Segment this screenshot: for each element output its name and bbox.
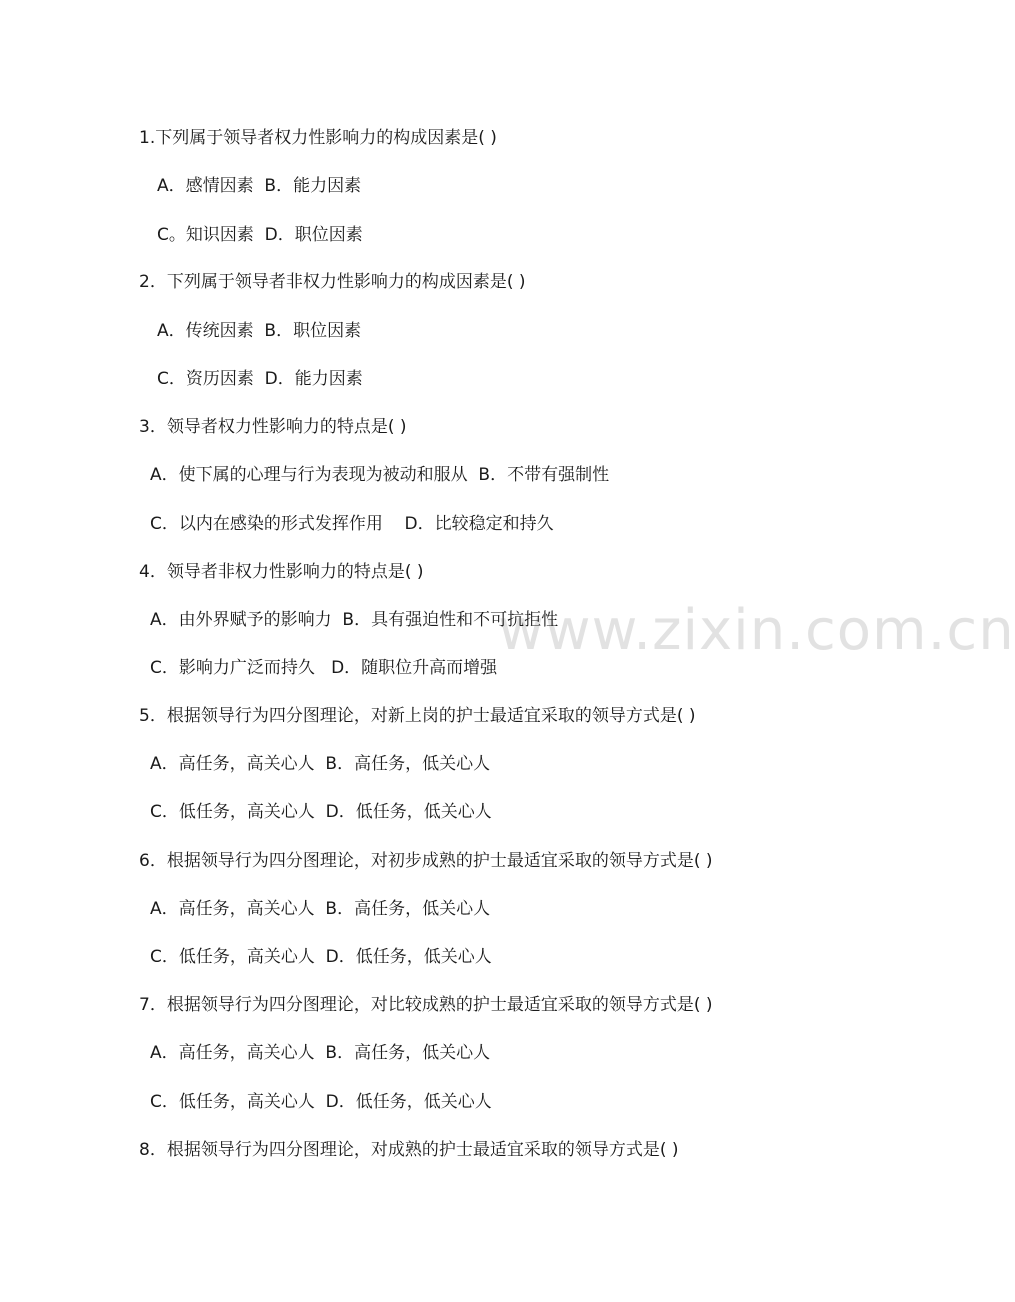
question-1-stem: 1.下列属于领导者权力性影响力的构成因素是( ) bbox=[139, 128, 497, 148]
question-4-options-row-2: C．影响力广泛而持久 D．随职位升高而增强 bbox=[150, 658, 498, 678]
watermark: www.zixin.com.cn bbox=[498, 598, 1015, 663]
question-2-stem: 2．下列属于领导者非权力性影响力的构成因素是( ) bbox=[139, 272, 526, 292]
question-3-stem: 3．领导者权力性影响力的特点是( ) bbox=[139, 417, 407, 437]
question-1-options-row-2: C。知识因素 D．职位因素 bbox=[157, 225, 363, 245]
question-1-options-row-1: A．感情因素 B．能力因素 bbox=[157, 176, 362, 196]
question-3-options-row-1: A．使下属的心理与行为表现为被动和服从 B．不带有强制性 bbox=[150, 465, 610, 485]
question-4-options-row-1: A．由外界赋予的影响力 B．具有强迫性和不可抗拒性 bbox=[150, 610, 559, 630]
question-6-options-row-1: A．高任务，高关心人 B．高任务，低关心人 bbox=[150, 899, 491, 919]
question-2-options-row-2: C．资历因素 D．能力因素 bbox=[157, 369, 363, 389]
question-3-options-row-2: C．以内在感染的形式发挥作用 D．比较稳定和持久 bbox=[150, 514, 554, 534]
question-7-options-row-2: C．低任务，高关心人 D．低任务，低关心人 bbox=[150, 1092, 492, 1112]
question-6-options-row-2: C．低任务，高关心人 D．低任务，低关心人 bbox=[150, 947, 492, 967]
question-8-stem: 8．根据领导行为四分图理论，对成熟的护士最适宜采取的领导方式是( ) bbox=[139, 1140, 679, 1160]
question-4-stem: 4．领导者非权力性影响力的特点是( ) bbox=[139, 562, 424, 582]
question-7-options-row-1: A．高任务，高关心人 B．高任务，低关心人 bbox=[150, 1043, 491, 1063]
question-5-options-row-2: C．低任务，高关心人 D．低任务，低关心人 bbox=[150, 802, 492, 822]
question-5-stem: 5．根据领导行为四分图理论，对新上岗的护士最适宜采取的领导方式是( ) bbox=[139, 706, 696, 726]
question-6-stem: 6．根据领导行为四分图理论，对初步成熟的护士最适宜采取的领导方式是( ) bbox=[139, 851, 713, 871]
question-5-options-row-1: A．高任务，高关心人 B．高任务，低关心人 bbox=[150, 754, 491, 774]
question-2-options-row-1: A．传统因素 B．职位因素 bbox=[157, 321, 362, 341]
question-7-stem: 7．根据领导行为四分图理论，对比较成熟的护士最适宜采取的领导方式是( ) bbox=[139, 995, 713, 1015]
